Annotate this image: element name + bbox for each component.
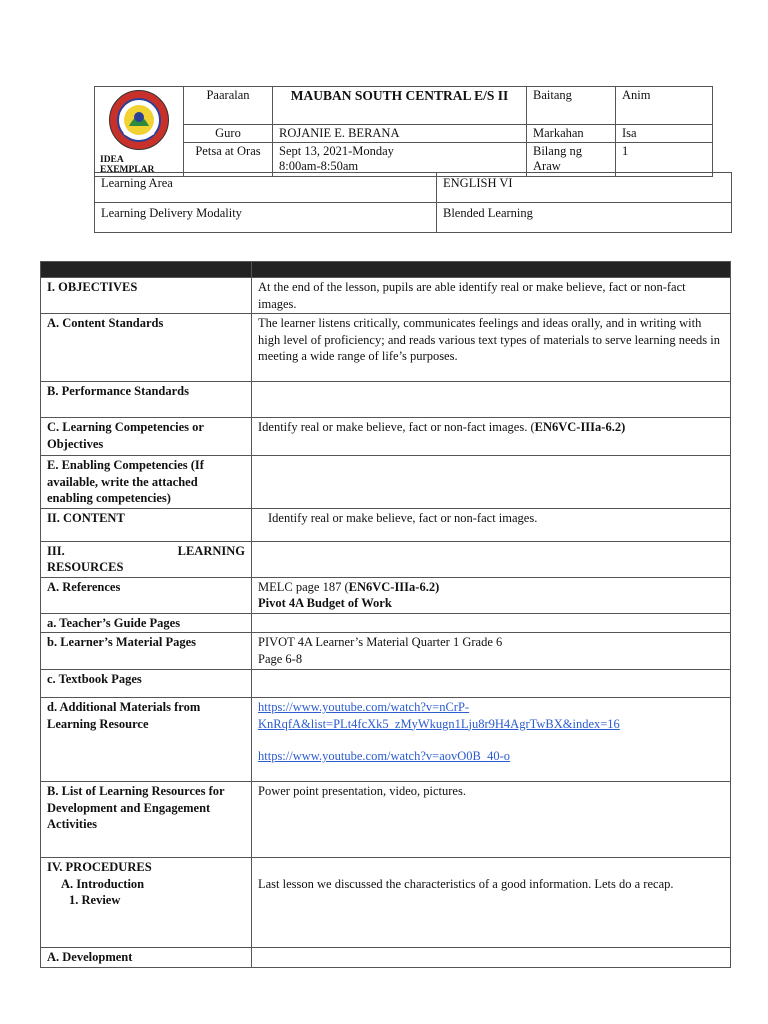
days-value: 1 xyxy=(616,143,713,177)
objectives-label: I. OBJECTIVES xyxy=(41,278,252,314)
objectives-value: At the end of the lesson, pupils are able identify real or make believe, fact or non-fact images. xyxy=(252,278,731,314)
modality-label: Learning Delivery Modality xyxy=(95,203,437,233)
learners-material-value xyxy=(252,633,731,670)
enabling-competencies-value xyxy=(252,456,731,509)
learning-resources-line2: RESOURCES xyxy=(47,560,124,574)
teachers-guide-label: a. Teacher’s Guide Pages xyxy=(41,613,252,633)
learning-resources-value xyxy=(252,541,731,577)
content-standards-label: A. Content Standards xyxy=(41,314,252,382)
resource-list-label: B. List of Learning Resources for Development and Engagement Activities xyxy=(41,782,252,858)
competencies-text: Identify real or make believe, fact or non-fact images. ( xyxy=(258,420,535,434)
competencies-value xyxy=(252,418,731,456)
school-seal-icon xyxy=(108,89,170,151)
development-value xyxy=(252,948,731,968)
table-header-bar xyxy=(41,262,731,278)
references-line1 xyxy=(258,579,724,596)
review-value xyxy=(252,858,731,948)
school-label: Paaralan xyxy=(184,87,273,125)
performance-standards-label: B. Performance Standards xyxy=(41,382,252,418)
development-label: A. Development xyxy=(41,948,252,968)
textbook-pages-label: c. Textbook Pages xyxy=(41,670,252,698)
performance-standards-value xyxy=(252,382,731,418)
competencies-code: EN6VC-IIIa-6.2) xyxy=(534,420,626,434)
youtube-link-1-line1: https://www.youtube.com/watch?v=nCrP- xyxy=(258,700,470,714)
learning-area-value: ENGLISH VI xyxy=(437,173,732,203)
teachers-guide-value xyxy=(252,613,731,633)
enabling-competencies-label: E. Enabling Competencies (If available, write the attached enabling competencies) xyxy=(41,456,252,509)
learning-resources-label xyxy=(41,541,252,577)
datetime-label: Petsa at Oras xyxy=(184,143,273,177)
textbook-pages-value xyxy=(252,670,731,698)
datetime-line2: 8:00am-8:50am xyxy=(279,159,359,174)
grade-label: Baitang xyxy=(527,87,616,125)
references-text: MELC page 187 ( xyxy=(258,579,349,594)
resource-list-value: Power point presentation, video, pictures. xyxy=(252,782,731,858)
references-code: EN6VC-IIIa-6.2) xyxy=(348,579,440,594)
school-name: MAUBAN SOUTH CENTRAL E/S II xyxy=(273,87,527,125)
info-table xyxy=(94,172,732,233)
quarter-label: Markahan xyxy=(527,124,616,142)
days-label-line1: Bilang ng xyxy=(533,144,582,159)
youtube-link-2[interactable]: https://www.youtube.com/watch?v=aovO0B_40-o xyxy=(258,749,511,763)
lesson-plan-table xyxy=(40,261,731,968)
youtube-link-1[interactable] xyxy=(258,700,620,731)
learning-resources-line1: III. LEARNING xyxy=(47,543,245,558)
datetime-line1: Sept 13, 2021-Monday xyxy=(279,144,394,159)
competencies-label: C. Learning Competencies or Objectives xyxy=(41,418,252,456)
logo-cell xyxy=(95,87,184,177)
learners-material-line1: PIVOT 4A Learner’s Material Quarter 1 Grade 6 xyxy=(258,635,503,649)
additional-materials-value xyxy=(252,698,731,782)
additional-materials-label: d. Additional Materials from Learning Resource xyxy=(41,698,252,782)
learners-material-line2: Page 6-8 xyxy=(258,651,303,666)
logo-caption: IDEA EXEMPLAR xyxy=(100,155,155,175)
days-label-line2: Araw xyxy=(533,159,561,174)
content-label: II. CONTENT xyxy=(41,508,252,541)
teacher-label: Guro xyxy=(184,124,273,142)
introduction-label: A. Introduction xyxy=(61,876,145,891)
procedures-heading: IV. PROCEDURES xyxy=(47,860,152,874)
procedures-label xyxy=(41,858,252,948)
modality-value: Blended Learning xyxy=(437,203,732,233)
learning-area-label: Learning Area xyxy=(95,173,437,203)
review-text: Last lesson we discussed the characteristics of a good information. Lets do a recap. xyxy=(258,876,674,891)
grade-value: Anim xyxy=(616,87,713,125)
learners-material-label: b. Learner’s Material Pages xyxy=(41,633,252,670)
references-line2: Pivot 4A Budget of Work xyxy=(258,596,392,610)
references-label: A. References xyxy=(41,577,252,613)
content-value: Identify real or make believe, fact or non-fact images. xyxy=(252,508,731,541)
teacher-name: ROJANIE E. BERANA xyxy=(273,124,527,142)
content-standards-value: The learner listens critically, communicates feelings and ideas orally, and in writing with high level of proficiency; and reads various text types of materials to serve learning needs in meeting a wide range of life’s purposes. xyxy=(252,314,731,382)
review-label: 1. Review xyxy=(69,893,121,907)
quarter-value: Isa xyxy=(616,124,713,142)
references-value xyxy=(252,577,731,613)
youtube-link-1-line2: KnRqfA&list=PLt4fcXk5_zMyWkugn1Lju8r9H4AgrTwBX&index=16 xyxy=(258,716,620,731)
header-table xyxy=(94,86,713,177)
